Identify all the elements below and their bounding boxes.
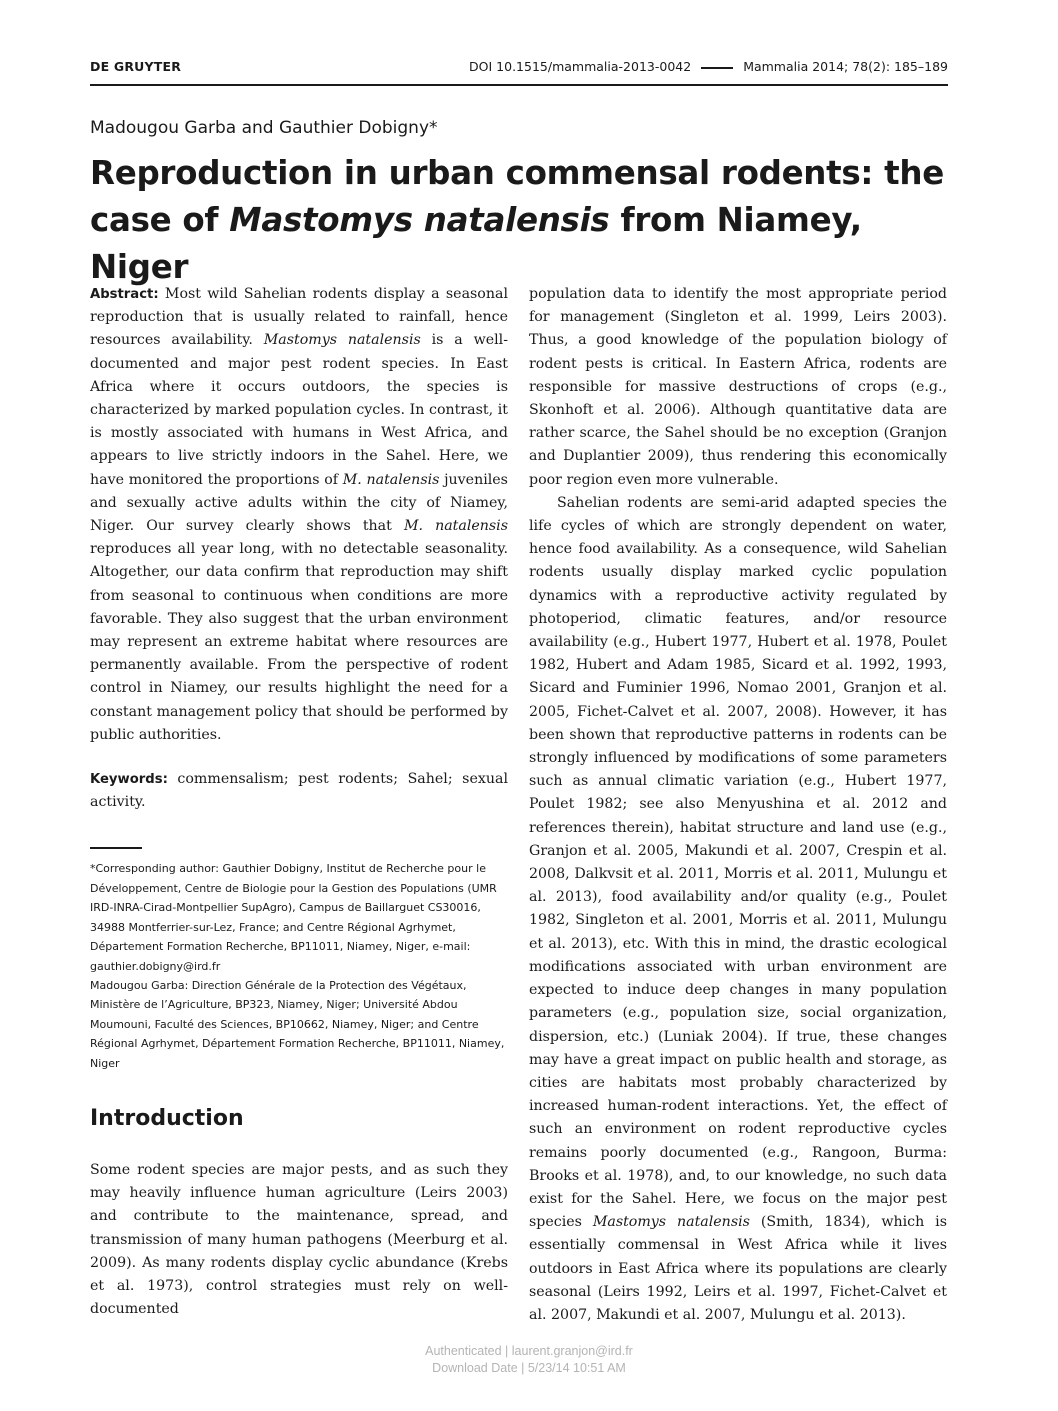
watermark-line-2: Download Date | 5/23/14 10:51 AM: [432, 1361, 626, 1375]
header-rule: [90, 84, 948, 86]
header-dash: [701, 67, 733, 69]
doi-link[interactable]: DOI 10.1515/mammalia-2013-0042: [469, 59, 692, 74]
watermark-line-1: Authenticated | laurent.granjon@ird.fr: [425, 1344, 633, 1358]
author-list: Madougou Garba and Gauthier Dobigny*: [90, 118, 438, 138]
abstract-text-1: Most wild Sahelian rodents display a seasonal reproduction that is usually related to rainfall, hence resources availability.: [90, 286, 508, 349]
article-title: [90, 150, 960, 291]
keywords-label: Keywords:: [90, 772, 168, 788]
right-paragraph-2-species: Mastomys natalensis: [592, 1214, 750, 1231]
abstract-label: Abstract:: [90, 287, 159, 302]
title-part-2: from Niamey, Niger: [90, 201, 862, 286]
introduction-paragraph-1: Some rodent species are major pests, and as such they may heavily influence human agriculture (Leirs 2003) and contribute to the maintenance, spread, and transmission of many human pathogens (Meerburg et al. 2009). As many rodents display cyclic abundance (Krebs et al. 1973), control strategies must rely on well-documented: [90, 1162, 508, 1318]
title-species: Mastomys natalensis: [229, 201, 610, 239]
footnote-rule: [90, 847, 142, 849]
journal-citation: Mammalia 2014; 78(2): 185–189: [743, 59, 948, 74]
right-paragraph-2-text-a: Sahelian rodents are semi-arid adapted species the life cycles of which are strongly dependent on water, hence food availability. As a consequence, wild Sahelian rodents usually display marked cyclic population dynamics with a reproductive activity regulated by photoperiod, climatic features, and/or resource availability (e.g., Hubert 1977, Hubert et al. 1978, Poulet 1982, Hubert and Adam 1985, Sicard et al. 1992, 1993, Sicard and Fuminier 1996, Nomao 2001, Granjon et al. 2005, Fichet-Calvet et al. 2007, 2008). However, it has been shown that reproductive patterns in rodents can be strongly influenced by modifications of some parameters such as annual climatic variation (e.g., Hubert 1977, Poulet 1982; see also Menyushina et al. 2012 and references therein), habitat structure and land use (e.g., Granjon et al. 2005, Makundi et al. 2007, Crespin et al. 2008, Dalkvsit et al. 2011, Morris et al. 2011, Mulungu et al. 2013), food availability and/or quality (e.g., Poulet 1982, Singleton et al. 2001, Morris et al. 2011, Mulungu et al. 2013), etc. With this in mind, the drastic ecological modifications associated with urban environment are expected to induce deep changes in many population parameters (e.g., population size, social organization, dispersion, etc.) (Luniak 2004). If true, these changes may have a great impact on public health and storage, as cities are habitats most probably characterized by increased human-rodent interactions. Yet, the effect of such an environment on rodent reproductive cycles remains poorly documented (e.g., Rangoon, Burma: Brooks et al. 1978), and, to our knowledge, no such data exist for the Sahel. Here, we focus on the major pest species: [529, 494, 947, 1231]
right-paragraph-2: [529, 492, 947, 1327]
right-paragraph-2-text-b: (Smith, 1834), which is essentially commensal in West Africa while it lives outdoors in East Africa where its populations are clearly seasonal (Leirs 1992, Leirs et al. 1997, Fichet-Calvet et al. 2007, Makundi et al. 2007, Mulungu et al. 2013).: [529, 1214, 947, 1323]
publisher-name: DE GRUYTER: [90, 59, 182, 74]
corresponding-author-note: *Corresponding author: Gauthier Dobigny, Institut de Recherche pour le Développement, Centre de Biologie pour la Gestion des Populations (UMR IRD-INRA-Cirad-Montpellier SupAgro), Campus de Baillarguet CS30016, 34988 Montferrier-sur-Lez, France; and Centre Régional Agrhymet, Département Formation Recherche, BP11011, Niamey, Niger, e-mail: gauthier.dobigny@ird.fr: [90, 862, 497, 973]
title-part-1: Reproduction in urban commensal rodents: the case of: [90, 154, 944, 239]
left-column: [90, 283, 508, 1073]
abstract-text-2: is a well-documented and major pest rodent species. In East Africa where it occurs outdoors, the species is characterized by marked population cycles. In contrast, it is mostly associated with humans in West Africa, and appears to live strictly indoors in the Sahel. Here, we have monitored the proportions of: [90, 332, 508, 488]
author-footnote: [90, 859, 508, 1072]
introduction-heading: Introduction: [90, 1106, 244, 1131]
keywords: [90, 768, 508, 814]
second-author-note: Madougou Garba: Direction Générale de la Protection des Végétaux, Ministère de l’Agriculture, BP323, Niamey, Niger; Université Abdou Moumouni, Faculté des Sciences, BP10662, Niamey, Niger; and Centre Régional Agrhymet, Département Formation Recherche, BP11011, Niamey, Niger: [90, 978, 505, 1070]
abstract-species-1: Mastomys natalensis: [263, 332, 421, 349]
abstract-text-3: juveniles and sexually active adults within the city of Niamey, Niger. Our survey clearly shows that: [90, 471, 508, 535]
abstract-species-3: M. natalensis: [403, 518, 508, 535]
doi-line: [469, 59, 948, 74]
abstract-species-2: M. natalensis: [342, 471, 440, 488]
introduction-body: [90, 1159, 508, 1321]
right-column: [529, 283, 947, 1327]
running-header: [90, 56, 948, 78]
keywords-text: commensalism; pest rodents; Sahel; sexual activity.: [90, 771, 508, 811]
right-paragraph-1: population data to identify the most appropriate period for management (Singleton et al. 1999, Leirs 2003). Thus, a good knowledge of the population biology of rodent pests is critical. In Eastern Africa, rodents are responsible for massive destructions of crops (e.g., Skonhoft et al. 2006). Although quantitative data are rather scarce, the Sahel should be no exception (Granjon and Duplantier 2009), thus rendering this economically poor region even more vulnerable.: [529, 286, 947, 488]
abstract-text-4: reproduces all year long, with no detectable seasonality. Altogether, our data confirm that reproduction may shift from seasonal to continuous when conditions are more favorable. They also suggest that the urban environment may represent an extreme habitat where resources are permanently available. From the perspective of rodent control in Niamey, our results highlight the need for a constant management policy that should be performed by public authorities.: [90, 541, 508, 743]
download-watermark: [0, 1343, 1058, 1377]
abstract: [90, 283, 508, 747]
